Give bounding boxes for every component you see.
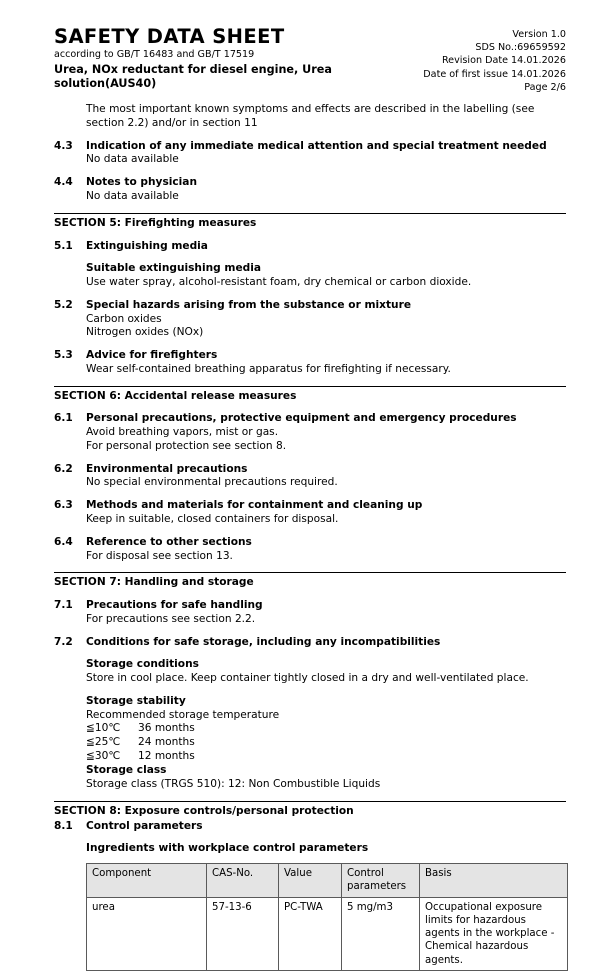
- item-7-1-title: Precautions for safe handling: [86, 599, 263, 612]
- column-header-component: Component: [87, 864, 207, 898]
- item-7-1-text: For precautions see section 2.2.: [86, 612, 256, 625]
- item-6-4: [54, 536, 566, 564]
- storage-stability-intro: Recommended storage temperature: [86, 708, 280, 721]
- item-6-1-line-1: Avoid breathing vapors, mist or gas.: [86, 426, 279, 439]
- item-5-2-line-1: Carbon oxides: [86, 312, 162, 325]
- column-header-control-parameters: Control parameters: [342, 864, 420, 898]
- item-6-3-title: Methods and materials for containment and cleaning up: [86, 499, 423, 512]
- cell-component: urea: [87, 897, 207, 970]
- storage-stability-heading: Storage stability: [86, 694, 186, 707]
- item-6-3-number: 6.3: [54, 499, 73, 512]
- storage-temperature-condition: ≦10℃: [86, 722, 121, 735]
- item-5-2: [54, 299, 566, 340]
- item-4-3-number: 4.3: [54, 139, 73, 152]
- revision-date: Revision Date 14.01.2026: [441, 55, 566, 67]
- item-4-4-number: 4.4: [54, 176, 73, 189]
- suitable-extinguishing-media-heading: Suitable extinguishing media: [86, 262, 261, 275]
- header-meta-block: [423, 26, 566, 94]
- item-4-3-title: Indication of any immediate medical attention and special treatment needed: [86, 139, 547, 152]
- item-7-1: [54, 599, 566, 627]
- document-standard: according to GB/T 16483 and GB/T 17519: [54, 48, 255, 60]
- item-5-2-line-2: Nitrogen oxides (NOx): [86, 326, 204, 339]
- item-7-2: [54, 636, 566, 792]
- page-number: Page 2/6: [524, 81, 566, 93]
- item-5-3-number: 5.3: [54, 349, 73, 362]
- storage-temperature-row: [86, 750, 566, 764]
- item-7-2-number: 7.2: [54, 635, 73, 648]
- storage-temperature-duration: 12 months: [138, 750, 195, 763]
- item-8-1: [54, 820, 566, 857]
- item-5-2-number: 5.2: [54, 298, 73, 311]
- storage-temperature-duration: 36 months: [138, 722, 195, 735]
- storage-class-text: Storage class (TRGS 510): 12: Non Combustible Liquids: [86, 778, 381, 791]
- item-4-4-title: Notes to physician: [86, 176, 197, 189]
- storage-temperature-condition: ≦25℃: [86, 736, 121, 749]
- cell-cas-no: 57-13-6: [207, 897, 279, 970]
- item-6-1-number: 6.1: [54, 412, 73, 425]
- storage-temperature-list: [86, 722, 566, 764]
- item-6-4-text: For disposal see section 13.: [86, 549, 233, 562]
- section-5-heading: SECTION 5: Firefighting measures: [54, 213, 566, 231]
- item-6-4-title: Reference to other sections: [86, 535, 252, 548]
- storage-conditions-heading: Storage conditions: [86, 658, 199, 671]
- table-header-row: [87, 864, 568, 898]
- storage-conditions-text: Store in cool place. Keep container tightly closed in a dry and well-ventilated place.: [86, 672, 529, 685]
- section-7-heading: SECTION 7: Handling and storage: [54, 572, 566, 590]
- header-left-block: [54, 26, 423, 91]
- column-header-cas-no: CAS-No.: [207, 864, 279, 898]
- control-parameters-table-wrapper: [86, 863, 566, 971]
- item-6-4-number: 6.4: [54, 535, 73, 548]
- item-6-1-title: Personal precautions, protective equipment and emergency procedures: [86, 412, 517, 425]
- table-row: [87, 897, 568, 970]
- item-8-1-number: 8.1: [54, 819, 73, 832]
- product-name: Urea, NOx reductant for diesel engine, Urea solution(AUS40): [54, 62, 332, 90]
- item-6-1-line-2: For personal protection see section 8.: [86, 439, 287, 452]
- item-6-3: [54, 499, 566, 527]
- item-5-1: [54, 240, 566, 290]
- item-4-3: [54, 140, 566, 168]
- item-4-4-text: No data available: [86, 190, 179, 202]
- cell-value: PC-TWA: [279, 897, 342, 970]
- page-title: SAFETY DATA SHEET: [54, 25, 285, 48]
- item-5-2-title: Special hazards arising from the substance or mixture: [86, 298, 412, 311]
- document-body: [54, 103, 566, 971]
- document-version: Version 1.0: [512, 29, 566, 40]
- item-4-3-text: No data available: [86, 153, 179, 166]
- storage-temperature-row: [86, 722, 566, 736]
- storage-class-heading: Storage class: [86, 764, 167, 777]
- column-header-basis: Basis: [420, 864, 568, 898]
- item-5-3-text: Wear self-contained breathing apparatus for firefighting if necessary.: [86, 362, 451, 375]
- item-5-1-number: 5.1: [54, 239, 73, 252]
- column-header-value: Value: [279, 864, 342, 898]
- item-8-1-title: Control parameters: [86, 819, 203, 832]
- item-4-4: [54, 176, 566, 204]
- item-6-2: [54, 463, 566, 491]
- intro-paragraph: The most important known symptoms and effects are described in the labelling (see section 2.2) and/or in section 11: [86, 103, 535, 129]
- item-7-2-title: Conditions for safe storage, including any incompatibilities: [86, 635, 441, 648]
- sds-number: SDS No.:69659592: [475, 42, 566, 54]
- item-6-2-number: 6.2: [54, 462, 73, 475]
- first-issue-date: Date of first issue 14.01.2026: [423, 68, 566, 80]
- storage-temperature-duration: 24 months: [138, 736, 195, 749]
- item-5-3: [54, 349, 566, 377]
- section-8-heading: SECTION 8: Exposure controls/personal protection: [54, 801, 566, 819]
- cell-control-parameters: 5 mg/m3: [342, 897, 420, 970]
- item-6-3-text: Keep in suitable, closed containers for disposal.: [86, 513, 339, 526]
- item-6-2-text: No special environmental precautions required.: [86, 476, 338, 489]
- ingredients-workplace-parameters-heading: Ingredients with workplace control parameters: [86, 842, 369, 855]
- cell-basis: Occupational exposure limits for hazardous agents in the workplace - Chemical hazardous agents.: [420, 897, 568, 970]
- control-parameters-table: [86, 863, 568, 971]
- suitable-extinguishing-media-text: Use water spray, alcohol-resistant foam, dry chemical or carbon dioxide.: [86, 276, 472, 289]
- item-6-1: [54, 412, 566, 453]
- storage-temperature-row: [86, 736, 566, 750]
- item-7-1-number: 7.1: [54, 599, 73, 612]
- item-5-3-title: Advice for firefighters: [86, 349, 218, 362]
- item-6-2-title: Environmental precautions: [86, 462, 248, 475]
- storage-temperature-condition: ≦30℃: [86, 750, 121, 763]
- section-6-heading: SECTION 6: Accidental release measures: [54, 386, 566, 404]
- document-header: [54, 26, 566, 94]
- item-5-1-title: Extinguishing media: [86, 239, 208, 252]
